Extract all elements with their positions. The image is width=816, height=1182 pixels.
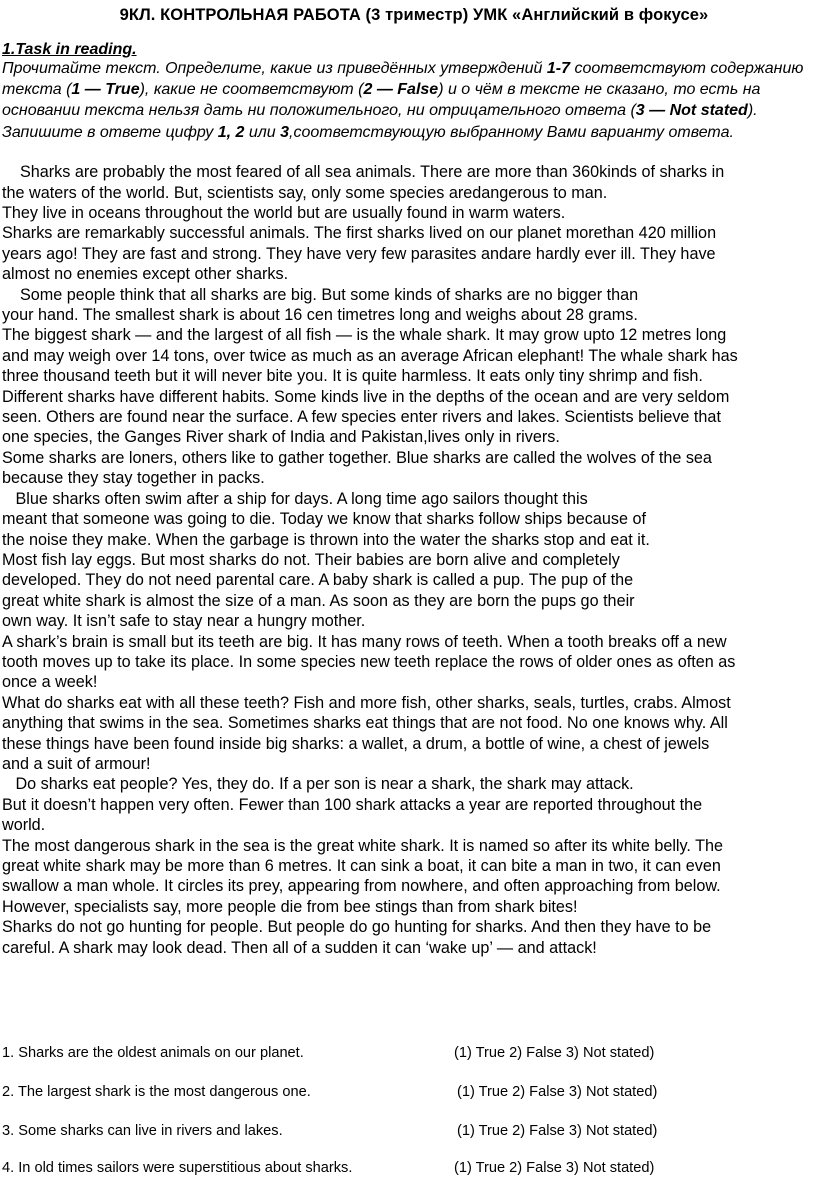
instruction-bold: 2 — False (363, 80, 439, 98)
text-line: Most fish lay eggs. But most sharks do not. Their babies are born alive and completely (2, 550, 620, 569)
text-line: Different sharks have different habits. Some kinds live in the depths of the ocean and are very seldom (2, 387, 730, 406)
instruction-paragraph-1 (2, 59, 806, 121)
question-options: (1) True 2) False 3) Not stated) (457, 1084, 658, 1100)
question-4 (2, 1160, 655, 1176)
text-line: almost no enemies except other sharks. (2, 265, 289, 284)
instruction-text: соответствуют содержанию текста ( (2, 60, 804, 98)
text-line: great white shark is almost the size of a man. As soon as they are born the pups go their (2, 591, 635, 610)
text-line: these things have been found inside big sharks: a wallet, a drum, a bottle of wine, a chest of jewels (2, 734, 710, 753)
question-text: 2. The largest shark is the most dangerous one. (2, 1084, 311, 1100)
instruction-text: ) и о чём в тексте не сказано, то есть на основании текста нельзя дать ни положительного, ни отрицательного ответа ( (2, 80, 761, 119)
text-line: Some people think that all sharks are big. But some kinds of sharks are no bigger than (2, 285, 639, 304)
text-line: anything that swims in the sea. Sometimes sharks eat things that are not food. No one knows why. All (2, 714, 728, 733)
text-line: because they stay together in packs. (2, 469, 265, 488)
question-1 (2, 1045, 655, 1061)
text-line: A shark’s brain is small but its teeth are big. It has many rows of teeth. When a tooth breaks off a new (2, 632, 727, 651)
question-options: (1) True 2) False 3) Not stated) (457, 1123, 658, 1139)
text-line: and may weigh over 14 tons, over twice as much as an average African elephant! The whale shark has (2, 346, 738, 365)
question-text: 3. Some sharks can live in rivers and lakes. (2, 1123, 283, 1139)
text-line: careful. A shark may look dead. Then all of a sudden it can ‘wake up’ — and attack! (2, 938, 597, 957)
instruction-text: ,соответствующую выбранному Вами варианту ответа. (289, 124, 734, 142)
question-2 (2, 1084, 658, 1100)
instruction-text: Прочитайте текст. Определите, какие из приведённых утверждений (2, 60, 547, 77)
text-line: the noise they make. When the garbage is thrown into the water the sharks stop and eat it. (2, 530, 650, 549)
text-line: Sharks are probably the most feared of all sea animals. There are more than 360kinds of sharks in (2, 163, 725, 182)
text-line: swallow a man whole. It circles its prey, appearing from nowhere, and often approaching from below. (2, 877, 721, 896)
text-line: However, specialists say, more people die from bee stings than from shark bites! (2, 897, 578, 916)
page-title: 9КЛ. КОНТРОЛЬНАЯ РАБОТА (3 триместр) УМК «Английский в фокусе» (119, 6, 709, 24)
question-text: 1. Sharks are the oldest animals on our planet. (2, 1045, 304, 1061)
text-line: What do sharks eat with all these teeth? Fish and more fish, other sharks, seals, turtles, crabs. Almost (2, 693, 731, 712)
instruction-bold: 3 (280, 124, 290, 142)
instruction-text: Запишите в ответе цифру (2, 124, 218, 142)
text-line: They live in oceans throughout the world but are usually found in warm waters. (2, 204, 566, 222)
text-line: Blue sharks often swim after a ship for days. A long time ago sailors thought this (2, 489, 588, 508)
reading-text (2, 162, 806, 958)
instruction-bold: 1 — True (71, 80, 140, 98)
text-line: great white shark may be more than 6 metres. It can sink a boat, it can bite a man in two, it can even (2, 857, 721, 875)
text-line: Sharks are remarkably successful animals. The first sharks lived on our planet morethan 420 million (2, 224, 717, 243)
text-line: and a suit of armour! (2, 754, 151, 773)
text-line: tooth moves up to take its place. In some species new teeth replace the rows of older ones as often as (2, 652, 736, 671)
text-line: years ago! They are fast and strong. They have very few parasites andare hardly ever ill. They have (2, 244, 716, 263)
instruction-bold: 1, 2 (217, 124, 245, 142)
text-line: world. (2, 816, 46, 835)
instruction-text: или (244, 124, 281, 142)
instruction-bold: 3 — Not stated (635, 101, 748, 119)
text-line: Sharks do not go hunting for people. But people do go hunting for sharks. And then they have to be (2, 918, 712, 937)
text-line: developed. They do not need parental care. A baby shark is called a pup. The pup of the (2, 571, 634, 590)
instruction-text: ), какие не соответствуют ( (139, 80, 364, 98)
text-line: seen. Others are found near the surface. A few species enter rivers and lakes. Scientists believe that (2, 408, 721, 427)
question-options: (1) True 2) False 3) Not stated) (454, 1045, 655, 1061)
text-line: The biggest shark — and the largest of all fish — is the whale shark. It may grow upto 12 metres long (2, 326, 727, 345)
instruction-bold: 1-7 (546, 60, 571, 77)
text-line: your hand. The smallest shark is about 16 cen timetres long and weighs about 28 grams. (2, 306, 638, 325)
text-line: The most dangerous shark in the sea is the great white shark. It is named so after its white belly. The (2, 836, 723, 855)
text-line: But it doesn’t happen very often. Fewer than 100 shark attacks a year are reported throughout the (2, 795, 703, 814)
text-line: three thousand teeth but it will never bite you. It is quite harmless. It eats only tiny shrimp and fish. (2, 367, 703, 386)
text-line: own way. It isn’t safe to stay near a hungry mother. (2, 612, 366, 631)
instruction-paragraph-2 (2, 123, 806, 144)
text-line: Do sharks eat people? Yes, they do. If a per son is near a shark, the shark may attack. (2, 775, 634, 794)
instruction-text: ). (747, 101, 758, 119)
text-line: one species, the Ganges River shark of India and Pakistan,lives only in rivers. (2, 428, 560, 447)
text-line: meant that someone was going to die. Today we know that sharks follow ships because of (2, 510, 646, 529)
question-3 (2, 1123, 658, 1139)
question-text: 4. In old times sailors were superstitious about sharks. (2, 1160, 353, 1176)
text-line: Some sharks are loners, others like to gather together. Blue sharks are called the wolves of the sea (2, 448, 712, 467)
question-options: (1) True 2) False 3) Not stated) (454, 1160, 655, 1176)
text-line: the waters of the world. But, scientists say, only some species aredangerous to man. (2, 183, 608, 202)
task-heading: 1.Task in reading. (2, 41, 137, 58)
text-line: once a week! (2, 673, 98, 692)
